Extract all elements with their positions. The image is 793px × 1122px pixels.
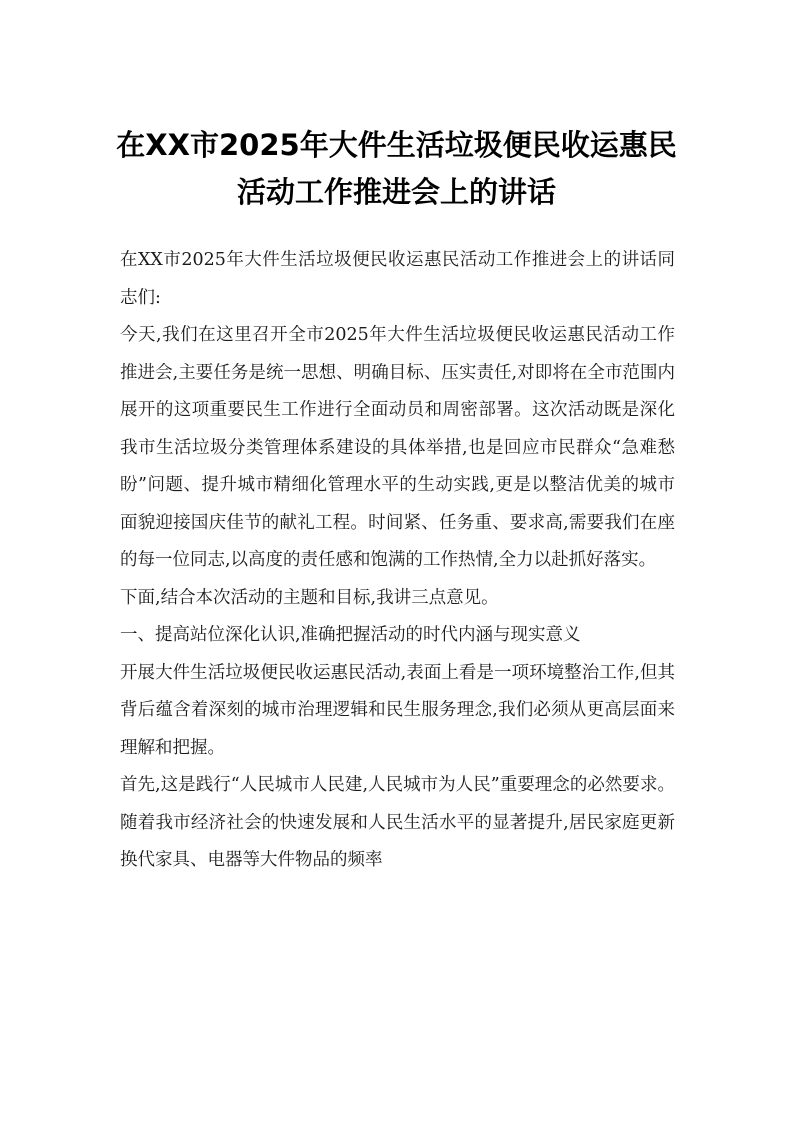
- paragraph-greeting: 在XX市2025年大件生活垃圾便民收运惠民活动工作推进会上的讲话同志们:: [120, 250, 675, 308]
- paragraph-opening: 今天,我们在这里召开全市2025年大件生活垃圾便民收运惠民活动工作推进会,主要任务是统一思想、明确目标、压实责任,对即将在全市范围内展开的这项重要民生工作进行全面动员和周密部署。这次活动既是深化我市生活垃圾分类管理体系建设的具体举措,也是回应市民群众“急难愁盼”问题、提升城市精细化管理水平的生动实践,更是以整洁优美的城市面貌迎接国庆佳节的献礼工程。时间紧、任务重、要求高,需要我们在座的每一位同志,以高度的责任感和饱满的工作热情,全力以赴抓好落实。: [120, 325, 675, 570]
- section-heading-1: 一、提高站位深化认识,准确把握活动的时代内涵与现实意义: [120, 625, 581, 645]
- paragraph-section-1-first: 首先,这是践行“人民城市人民建,人民城市为人民”重要理念的必然要求。随着我市经济社会的快速发展和人民生活水平的显著提升,居民家庭更新换代家具、电器等大件物品的频率: [120, 775, 675, 870]
- paragraph-section-1-intro: 开展大件生活垃圾便民收运惠民活动,表面上看是一项环境整治工作,但其背后蕴含着深刻的城市治理逻辑和民生服务理念,我们必须从更高层面来理解和把握。: [120, 662, 675, 758]
- document-body: [120, 242, 675, 880]
- document-title-line-1: 在XX市2025年大件生活垃圾便民收运惠民: [116, 128, 677, 162]
- document-title-line-2: 活动工作推进会上的讲话: [236, 175, 556, 209]
- paragraph-transition: 下面,结合本次活动的主题和目标,我讲三点意见。: [120, 587, 499, 608]
